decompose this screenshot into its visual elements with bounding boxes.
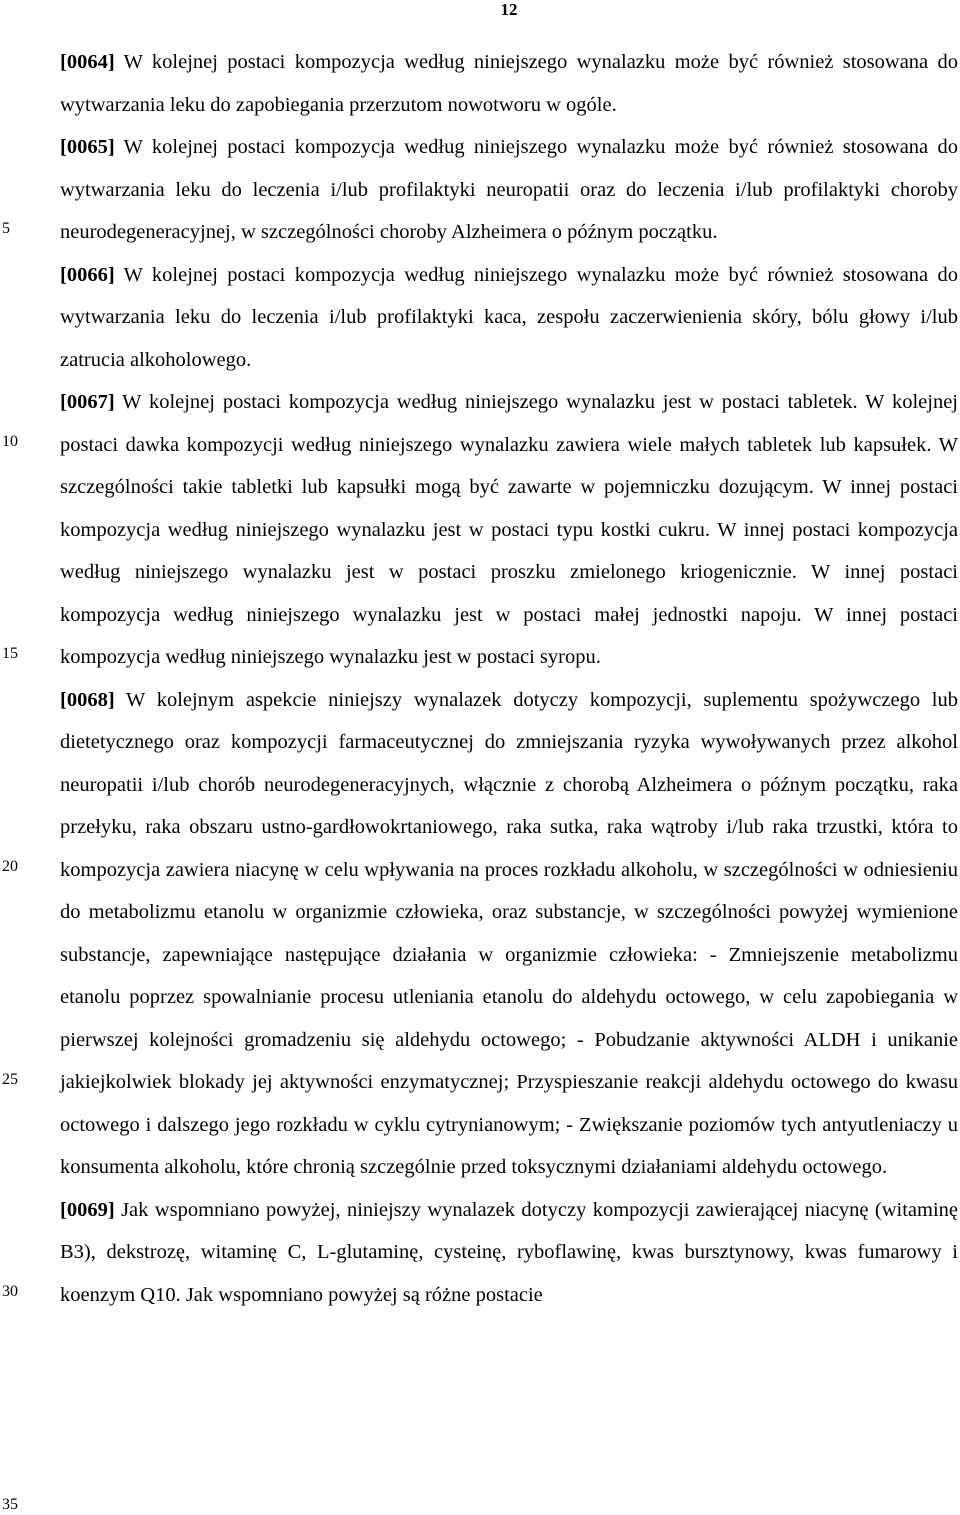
paragraph-id: [0069] <box>60 1198 115 1221</box>
paragraph-id: [0067] <box>60 391 115 413</box>
page-number: 12 <box>500 0 518 19</box>
paragraph-text: W kolejnej postaci kompozycja według niniejszego wynalazku może być również stosowana do wytwarzania leku do leczenia i/lub profilaktyki neuropatii oraz do leczenia i/lub profilaktyki choroby neurodegeneracyjnej, w szczególności choroby Alzheimera o późnym początku. <box>60 136 958 243</box>
line-number-column <box>0 0 40 1515</box>
paragraph-text: Jak wspomniano powyżej, niniejszy wynalazek dotyczy kompozycji zawierającej niacynę (witaminę B3), dekstrozę, witaminę C, L-glutaminę, cysteinę, ryboflawinę, kwas bursztynowy, kwas fumarowy i koenzym Q10. Jak wspomniano powyżej są różne postacie <box>60 1198 958 1306</box>
paragraph-0065 <box>60 126 958 254</box>
paragraph-0064 <box>60 41 958 126</box>
paragraph-id: [0064] <box>60 51 115 73</box>
paragraph-text: W kolejnym aspekcie niniejszy wynalazek dotyczy kompozycji, suplementu spożywczego lub dietetycznego oraz kompozycji farmaceutycznej do zmniejszania ryzyka wywoływanych przez alkohol neuropatii i/lub chorób neurodegeneracyjnych, włącznie z chorobą Alzheimera o późnym początku, raka przełyku, raka obszaru ustno-gardłowokrtaniowego, raka sutka, raka wątroby i/lub raka trzustki, która to kompozycja zawiera niacynę w celu wpływania na proces rozkładu alkoholu, w szczególności w odniesieniu do metabolizmu etanolu w organizmie człowieka, oraz substancje, w szczególności powyżej wymienione substancje, zapewniające następujące działania w organizmie człowieka: - Zmniejszenie metabolizmu etanolu poprzez spowalnianie procesu utleniania etanolu do aldehydu octowego, w celu zapobiegania w pierwszej kolejności gromadzeniu się aldehydu octowego; - Pobudzanie aktywności ALDH i unikanie jakiejkolwiek blokady jej aktywności enzymatycznej; Przyspieszanie reakcji aldehydu octowego do kwasu octowego i dalszego jego rozkładu w cyklu cytrynianowym; - Zwiększanie poziomów tych antyutleniaczy u konsumenta alkoholu, które chronią szczególnie przed toksycznymi działaniami aldehydu octowego. <box>60 688 958 1178</box>
paragraph-0069 <box>60 1189 958 1317</box>
line-number-25: 25 <box>2 1071 18 1088</box>
line-number-10: 10 <box>2 433 18 450</box>
line-number-20: 20 <box>2 858 18 875</box>
paragraph-0067 <box>60 381 958 679</box>
line-number-30: 30 <box>2 1283 18 1300</box>
paragraph-text: W kolejnej postaci kompozycja według niniejszego wynalazku może być również stosowana do wytwarzania leku do leczenia i/lub profilaktyki kaca, zespołu zaczerwienienia skóry, bólu głowy i/lub zatrucia alkoholowego. <box>60 263 958 371</box>
paragraph-id: [0068] <box>60 688 115 711</box>
paragraph-0066 <box>60 254 958 382</box>
paragraph-text: W kolejnej postaci kompozycja według niniejszego wynalazku może być również stosowana do wytwarzania leku do zapobiegania przerzutom nowotworu w ogóle. <box>60 51 958 116</box>
paragraph-text: W kolejnej postaci kompozycja według niniejszego wynalazku jest w postaci tabletek. W kolejnej postaci dawka kompozycji według niniejszego wynalazku zawiera wiele małych tabletek lub kapsułek. W szczególności takie tabletki lub kapsułki mogą być zawarte w pojemniczku dozującym. W innej postaci kompozycja według niniejszego wynalazku jest w postaci typu kostki cukru. W innej postaci kompozycja według niniejszego wynalazku jest w postaci proszku zmielonego kriogenicznie. W innej postaci kompozycja według niniejszego wynalazku jest w postaci małej jednostki napoju. W innej postaci kompozycja według niniejszego wynalazku jest w postaci syropu. <box>60 391 958 668</box>
line-number-35: 35 <box>2 1496 18 1513</box>
line-number-5: 5 <box>2 220 10 237</box>
paragraph-id: [0065] <box>60 136 115 158</box>
line-number-15: 15 <box>2 645 18 662</box>
paragraph-id: [0066] <box>60 263 115 286</box>
paragraph-0068 <box>60 679 958 1189</box>
document-body <box>60 41 958 1316</box>
